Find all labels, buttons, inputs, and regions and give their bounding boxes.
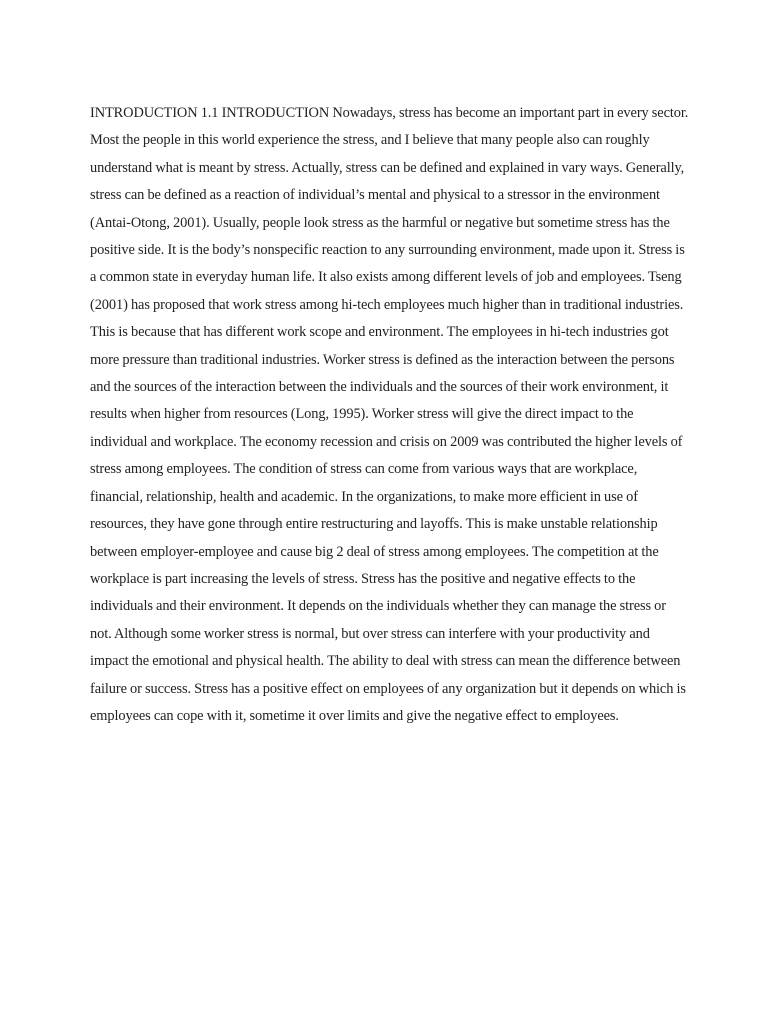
introduction-paragraph: INTRODUCTION 1.1 INTRODUCTION Nowadays, stress has become an important part in every sector. Most the people in this world experience the stress, and I believe that many people also can roughly understand what is meant by stress. Actually, stress can be defined and explained in vary ways. Generally, stress can be defined as a reaction of individual’s mental and physical to a stressor in the environment (Antai-Otong, 2001). Usually, people look stress as the harmful or negative but sometime stress has the positive side. It is the body’s nonspecific reaction to any surrounding environment, made upon it. Stress is a common state in everyday human life. It also exists among different levels of job and employees. Tseng (2001) has proposed that work stress among hi-tech employees much higher than in traditional industries. This is because that has different work scope and environment. The employees in hi-tech industries got more pressure than traditional industries. Worker stress is defined as the interaction between the persons and the sources of the interaction between the individuals and the sources of their work environment, it results when higher from resources (Long, 1995). Worker stress will give the direct impact to the individual and workplace. The economy recession and crisis on 2009 was contributed the higher levels of stress among employees. The condition of stress can come from various ways that are workplace, financial, relationship, health and academic. In the organizations, to make more efficient in use of resources, they have gone through entire restructuring and layoffs. This is make unstable relationship between employer-employee and cause big 2 deal of stress among employees. The competition at the workplace is part increasing the levels of stress. Stress has the positive and negative effects to the individuals and their environment. It depends on the individuals whether they can manage the stress or not. Although some worker stress is normal, but over stress can interfere with your productivity and impact the emotional and physical health. The ability to deal with stress can mean the difference between failure or success. Stress has a positive effect on employees of any organization but it depends on which is employees can cope with it, sometime it over limits and give the negative effect to employees.	[90, 105, 689, 724]
